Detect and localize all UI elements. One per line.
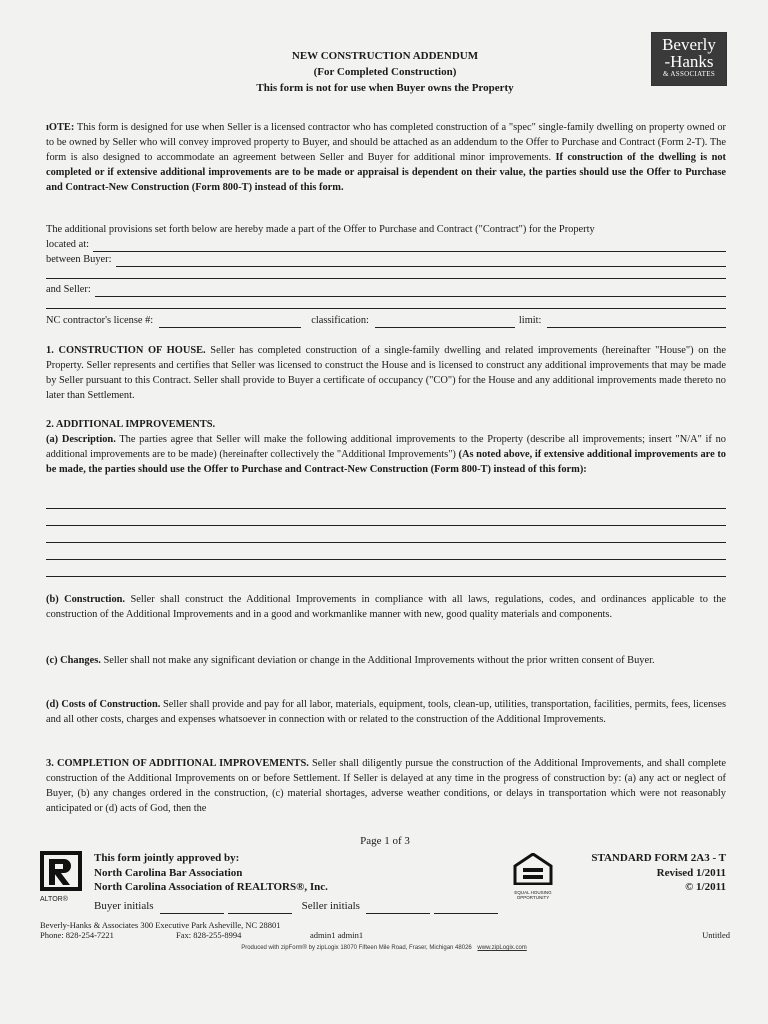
admin-user: admin1 admin1 <box>310 930 364 940</box>
improvements-line-4[interactable] <box>46 559 726 560</box>
logo-line-3: & ASSOCIATES <box>662 70 716 78</box>
beverly-hanks-logo <box>651 32 727 86</box>
seller-line-2[interactable] <box>46 308 726 309</box>
section-1 <box>46 343 726 403</box>
classification-line[interactable] <box>375 316 515 328</box>
form-title: NEW CONSTRUCTION ADDENDUM <box>291 50 479 62</box>
company-fax: Fax: 828-255-8994 <box>176 930 242 940</box>
form-notice: This form is not for use when Buyer owns the Property <box>256 82 514 94</box>
license-line[interactable] <box>159 316 301 328</box>
located-at-label: located at: <box>46 239 89 250</box>
section-2c-text: Seller shall not make any significant deviation or change in the Additional Improvements without the prior written consent of Buyer. <box>100 655 655 666</box>
section-2c-label: (c) Changes. <box>46 655 101 666</box>
section-2b <box>46 592 726 622</box>
section-2a-label: (a) Description. <box>46 434 116 445</box>
section-3-heading: 3. COMPLETION OF ADDITIONAL IMPROVEMENTS. <box>46 758 309 769</box>
note-lead: ıOTE: <box>46 122 75 133</box>
produced-with <box>120 944 648 952</box>
located-at-field[interactable] <box>46 237 726 252</box>
note-paragraph <box>46 120 726 195</box>
initials-row <box>94 899 498 914</box>
located-at-line[interactable] <box>93 240 726 252</box>
buyer-label: between Buyer: <box>46 254 112 265</box>
improvements-line-2[interactable] <box>46 525 726 526</box>
limit-label: limit: <box>518 315 542 326</box>
intro-text: The additional provisions set forth below are hereby made a part of the Offer to Purchase and Contract ("Contract") for the Property <box>46 224 595 235</box>
section-3 <box>46 756 726 816</box>
section-2b-text: Seller shall construct the Additional Improvements in compliance with all laws, regulations, codes, and ordinances applicable to the construction of the Additional Improvements and in a good and workmanlike manner with new, good quality materials and components. <box>46 594 726 620</box>
section-2d <box>46 697 726 727</box>
note-text: This form is designed for use when Seller is a licensed contractor who has completed construction of a "spec" single-family dwelling on property owned or to be owned by Seller who will convey improved property to Buyer, and should be attached as an addendum to the Offer to Purchase and Contract (Form 2-T). The form is also designed to accommodate an agreement between Seller and Buyer for additional minor improvements. <box>46 122 726 163</box>
realtors-association: North Carolina Association of REALTORS®, Inc. <box>94 881 328 893</box>
license-row <box>46 313 726 328</box>
seller-field[interactable] <box>46 282 726 297</box>
section-2d-label: (d) Costs of Construction. <box>46 699 161 710</box>
buyer-line[interactable] <box>116 255 727 267</box>
buyer-line-2[interactable] <box>46 278 726 279</box>
license-label: NC contractor's license #: <box>46 315 154 326</box>
section-2b-label: (b) Construction. <box>46 594 126 605</box>
seller-initials-label: Seller initials <box>301 900 360 912</box>
section-2-heading <box>46 417 726 432</box>
document-name: Untitled <box>702 930 730 940</box>
buyer-initials-line-1[interactable] <box>160 902 224 914</box>
improvements-line-5[interactable] <box>46 576 726 577</box>
section-2d-text: Seller shall provide and pay for all labor, materials, equipment, tools, clean-up, utilities, transportation, facilities, permits, fees, licenses and all other costs, charges and expenses whatsoever in connection with or related to the construction of the Additional Improvements. <box>46 699 726 725</box>
improvements-line-1[interactable] <box>46 508 726 509</box>
limit-line[interactable] <box>547 316 726 328</box>
seller-line[interactable] <box>95 285 726 297</box>
classification-label: classification: <box>311 315 369 326</box>
section-2a-bold: (As noted above, if extensive additional improvements are to be made, the parties should use the Offer to Purchase and Contract-New Construction (Form 800-T) instead of this form): <box>46 449 726 475</box>
realtor-logo <box>40 851 82 903</box>
page-number: Page 1 of 3 <box>360 835 410 847</box>
seller-label: and Seller: <box>46 284 91 295</box>
buyer-initials-label: Buyer initials <box>94 900 154 912</box>
ziplogix-link[interactable]: www.zipLogix.com <box>477 945 527 951</box>
logo-line-2: -Hanks <box>664 52 714 71</box>
buyer-field[interactable] <box>46 252 726 267</box>
approved-text: This form jointly approved by: <box>94 852 240 864</box>
form-subtitle: (For Completed Construction) <box>313 66 457 78</box>
section-2c <box>46 653 726 668</box>
note-bold: If construction of the dwelling is not completed or if extensive additional improvements are to be made or appraisal is dependent on their value, the parties should use the Offer to Purchase and Contract-New Construction (Form 800-T) instead of this form. <box>46 152 727 193</box>
seller-initials-line-1[interactable] <box>366 902 430 914</box>
equal-housing-text: EQUAL HOUSING OPPORTUNITY <box>514 890 552 900</box>
produced-text: Produced with zipForm® by zipLogix 18070 Fifteen Mile Road, Fraser, Michigan 48026 <box>241 945 472 951</box>
improvements-line-3[interactable] <box>46 542 726 543</box>
realtor-r-icon <box>40 851 82 891</box>
company-phone: Phone: 828-254-7221 <box>40 930 114 940</box>
copyright: © 1/2011 <box>685 881 726 893</box>
seller-initials-line-2[interactable] <box>434 902 498 914</box>
section-1-heading: 1. CONSTRUCTION OF HOUSE. <box>46 345 206 356</box>
realtor-mark: ALTOR® <box>40 896 68 903</box>
section-2-heading-text: 2. ADDITIONAL IMPROVEMENTS. <box>46 419 216 430</box>
company-address: Beverly-Hanks & Associates 300 Executive Park Asheville, NC 28801 <box>40 920 281 930</box>
bar-association: North Carolina Bar Association <box>94 867 243 879</box>
logo-line-1: Beverly <box>662 35 716 54</box>
section-2a-text: The parties agree that Seller will make the following additional improvements to the Property (describe all improvements; insert "N/A" if no additional improvements are to be made) (hereinafter collectively the "Additional Improvements") <box>46 434 726 460</box>
section-1-text: Seller has completed construction of a single-family dwelling and related improvements (hereinafter "House") on the Property. Seller represents and certifies that Seller was licensed to construct the House and is licensed to construct any additional improvements that may be made by Seller pursuant to this Contract. Seller shall provide to Buyer a certificate of occupancy ("CO") for the House and any additional improvements made thereto no later than Settlement. <box>46 345 726 401</box>
buyer-initials-line-2[interactable] <box>228 902 292 914</box>
section-3-text: Seller shall diligently pursue the construction of the Additional Improvements, and shall complete construction of the Additional Improvements on or before Settlement. If Seller is delayed at any time in the progress of construction by: (a) any act or neglect of Buyer, (b) any changes ordered in the construction, (c) material shortages, adverse weather conditions, or delays in transportation which were not reasonably anticipated or (d) acts of God, then the <box>46 758 727 814</box>
standard-form: STANDARD FORM 2A3 - T <box>591 852 726 864</box>
section-2a <box>46 432 726 477</box>
revised-date: Revised 1/2011 <box>656 867 726 879</box>
